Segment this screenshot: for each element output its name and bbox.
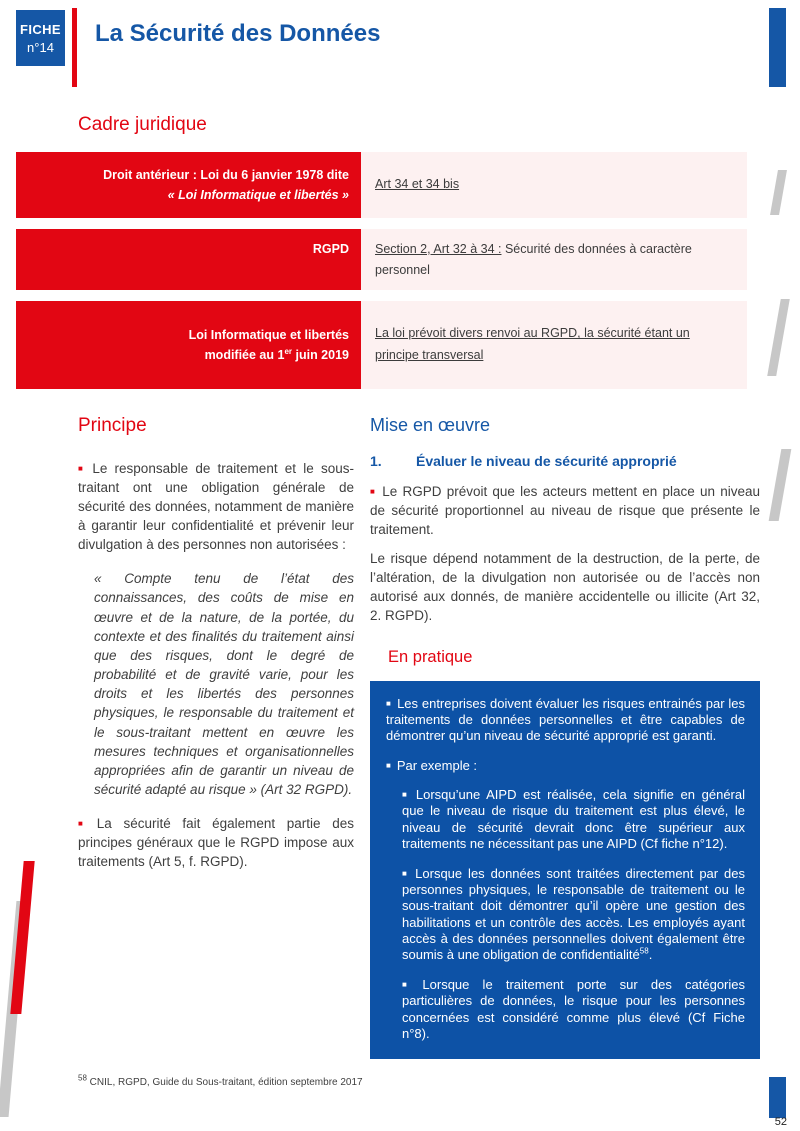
meo-paragraph-2: Le risque dépend notamment de la destruction, de la perte, de l’altération, de la divulgation non autorisée ou de l’accès non autorisé aux donnés, de manière accidentelle ou illicite (Art 32, 2. RGPD). — [370, 550, 760, 624]
two-column-area — [78, 415, 800, 1060]
practice-item-1 — [386, 696, 745, 745]
principe-paragraph-1 — [78, 459, 354, 555]
cadre-row-content — [361, 301, 747, 389]
cadre-row-label — [16, 301, 361, 389]
square-bullet-icon: ■ — [402, 868, 410, 878]
square-bullet-icon: ■ — [402, 979, 417, 989]
fiche-badge-number: n°14 — [27, 39, 54, 55]
principe-heading: Principe — [78, 414, 147, 436]
row-content-line — [375, 174, 735, 195]
en-pratique-box — [370, 681, 760, 1060]
principe-paragraph-2 — [78, 814, 354, 871]
square-bullet-icon: ■ — [78, 463, 87, 473]
cadre-table — [16, 152, 747, 389]
practice-subitem-2 — [402, 866, 745, 964]
square-bullet-icon: ■ — [386, 760, 391, 770]
row-content-text: Sécurité des données à caractère personnel — [375, 242, 692, 278]
bottom-right-accent-bar — [769, 1077, 786, 1118]
square-bullet-icon: ■ — [386, 698, 392, 708]
square-bullet-icon: ■ — [78, 819, 91, 829]
row-label-line1: Loi Informatique et libertés — [188, 327, 349, 342]
cadre-row-label — [16, 152, 361, 218]
paragraph-text: . — [648, 947, 653, 963]
cadre-heading: Cadre juridique — [78, 114, 207, 135]
cadre-row-content — [361, 229, 747, 290]
row-content-line — [375, 239, 735, 282]
paragraph-text: Lorsqu’une AIPD est réalisée, cela signifie en général que le niveau de risque du traitement est plus élevé, le niveau de sécurité devrait donc être supérieur aux traitements ne nécessitant pas une AIPD (Cf fiche n°12). — [402, 787, 745, 852]
footnote-number: 58 — [78, 1073, 87, 1083]
square-bullet-icon: ■ — [370, 486, 377, 496]
subheading-title: Évaluer le niveau de sécurité approprié — [416, 452, 677, 469]
art-34-link[interactable]: Art 34 et 34 bis — [375, 177, 460, 192]
paragraph-text: Le responsable de traitement et le sous-traitant ont une obligation générale de sécurité des données, notamment de manière à garantir leur confidentialité et prévenir leur divulgation à des personnes non autorisées : — [78, 460, 355, 553]
paragraph-text: Par exemple : — [396, 757, 478, 773]
cadre-row-label — [16, 229, 361, 290]
square-bullet-icon: ■ — [402, 790, 410, 800]
paragraph-text: Les entreprises doivent évaluer les risques entrainés par les traitements de données personnelles et être capables de démontrer qu’un niveau de sécurité approprié est garanti. — [386, 695, 745, 744]
page-header — [0, 0, 800, 96]
row-label-line2: « Loi Informatique et libertés » — [167, 188, 349, 202]
section2-art32-34-link[interactable]: Section 2, Art 32 à 34 : — [375, 242, 502, 256]
practice-subitem-1 — [402, 787, 745, 853]
cadre-row-droit-anterieur — [16, 152, 747, 218]
meo-paragraph-1 — [370, 482, 760, 539]
header-red-rule — [72, 8, 77, 87]
footnote-text: CNIL, RGPD, Guide du Sous-traitant, édition septembre 2017 — [86, 1077, 363, 1088]
paragraph-text: La sécurité fait également partie des principes généraux que le RGPD impose aux traitements (Art 5, f. RGPD). — [78, 816, 354, 870]
row-label-line2: modifiée au 1er juin 2019 — [204, 346, 349, 362]
paragraph-text: Lorsque le traitement porte sur des catégories particulières de données, le risque pour les personnes concernées est considéré comme plus élevé (Cf Fiche n°8). — [402, 976, 745, 1041]
cadre-row-rgpd — [16, 229, 747, 290]
paragraph-text: Lorsque les données sont traitées directement par des personnes physiques, le responsable de traitement ou le sous-traitant doit démontrer qu’il opère une gestion des habilitations et un contrôle des accès. Les employés ayant accès à des données personnelles doivent également être soumis à une obligation de confidentialité — [402, 865, 745, 963]
principe-column — [78, 415, 354, 1060]
cadre-juridique-section — [0, 114, 800, 389]
mise-en-oeuvre-heading: Mise en œuvre — [370, 414, 491, 435]
practice-item-2 — [386, 758, 745, 774]
row-label-line1: RGPD — [312, 242, 349, 256]
superscript-er: er — [284, 346, 293, 356]
rgpd-article-32-quote: « Compte tenu de l’état des connaissances, des coûts de mise en œuvre et de la nature, de la portée, du contexte et des finalités du traitement ainsi que des risques, dont le degré de probabilité et de gravité varie, pour les droits et les libertés des personnes physiques, le responsable du traitement et le sous-traitant mettent en œuvre les mesures techniques et organisationnelles appropriées afin de garantir un niveau de sécurité adapté au risque » (Art 32 RGPD). — [94, 571, 354, 797]
paragraph-text: Le RGPD prévoit que les acteurs mettent en place un niveau de sécurité proportionnel au niveau de risque que présente le traitement. — [370, 483, 760, 537]
cadre-row-loi-modifiee — [16, 301, 747, 389]
page-title: La Sécurité des Données — [95, 20, 381, 47]
subheading-number: 1. — [370, 452, 382, 469]
renvoi-rgpd-link[interactable]: La loi prévoit divers renvoi au RGPD, la sécurité étant un principe transversal — [375, 326, 690, 362]
row-label-line1: Droit antérieur : Loi du 6 janvier 1978 dite — [103, 168, 349, 182]
page-number: 52 — [774, 1116, 787, 1128]
en-pratique-heading: En pratique — [388, 647, 473, 666]
row-content-line — [375, 323, 735, 366]
top-right-accent-bar — [769, 8, 786, 87]
practice-subitem-3 — [402, 977, 745, 1043]
fiche-badge — [16, 10, 65, 66]
mise-en-oeuvre-column — [370, 415, 760, 1060]
cadre-row-content — [361, 152, 747, 218]
footnote-reference-58: 58 — [639, 947, 649, 957]
fiche-badge-label: FICHE — [20, 21, 61, 37]
footnote — [78, 1073, 363, 1088]
numbered-subheading — [370, 453, 760, 469]
